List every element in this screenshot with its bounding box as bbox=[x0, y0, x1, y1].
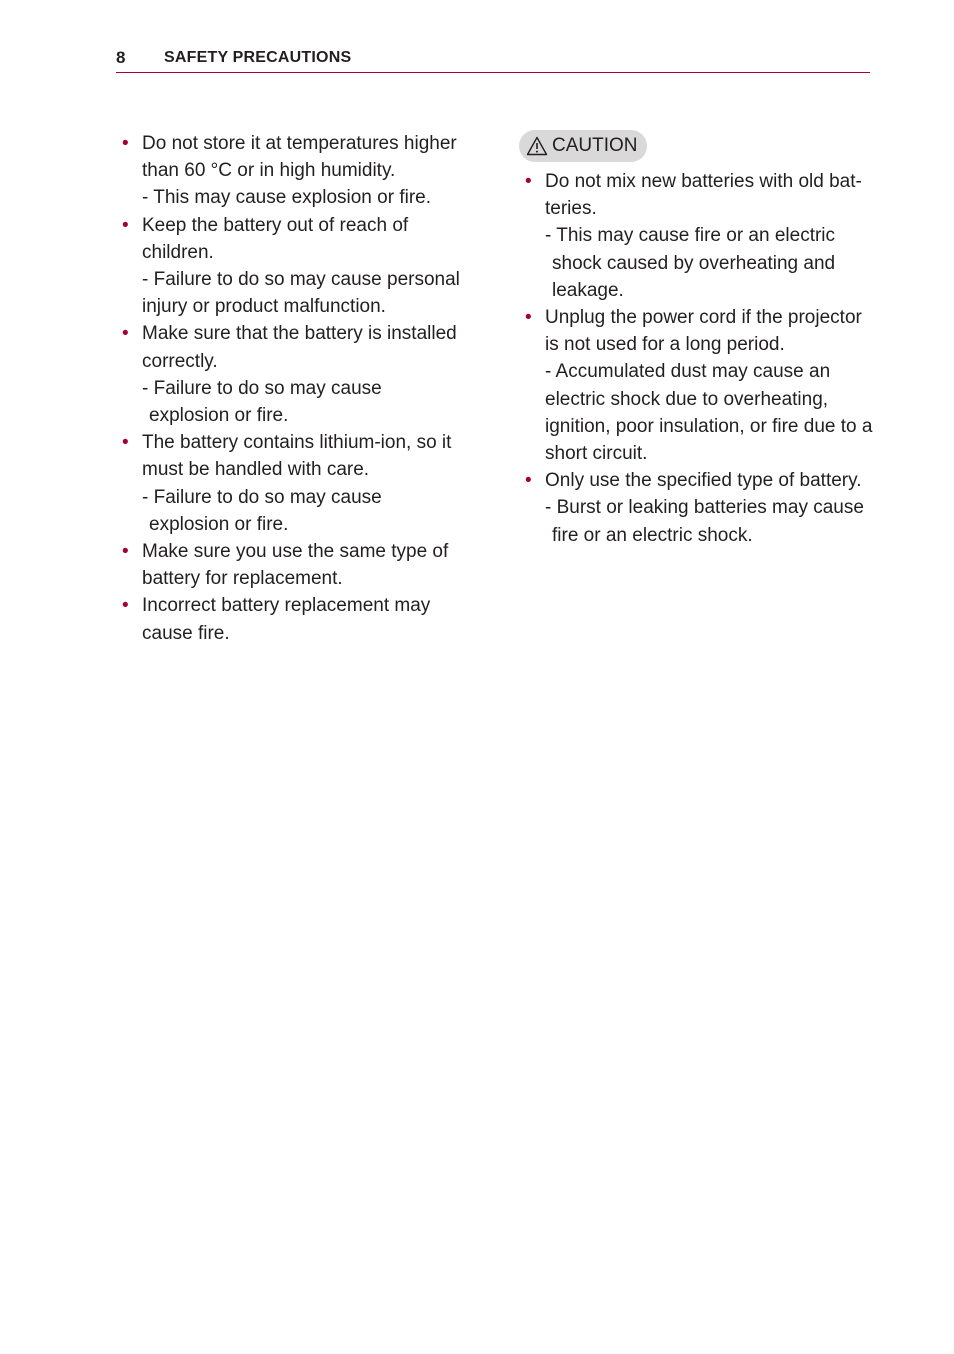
left-column bbox=[120, 130, 480, 647]
caution-list bbox=[519, 168, 879, 549]
item-text: Make sure that the battery is installed correctly. bbox=[142, 323, 457, 372]
warning-triangle-icon bbox=[526, 136, 548, 156]
bullet-icon: • bbox=[122, 323, 129, 345]
item-note: - Failure to do so may cause personal injury or product malfunction. bbox=[142, 269, 460, 318]
item-note-continued: shock caused by overheating and leakage. bbox=[552, 252, 836, 301]
item-note-continued: fire or an electric shock. bbox=[552, 524, 753, 546]
bullet-icon: • bbox=[122, 595, 129, 617]
item-note: - Failure to do so may cause bbox=[142, 377, 382, 399]
list-item bbox=[120, 130, 480, 212]
bullet-icon: • bbox=[525, 307, 532, 329]
item-note: - This may cause explosion or fire. bbox=[142, 187, 431, 209]
item-note: - This may cause fire or an electric bbox=[545, 225, 836, 247]
list-item bbox=[519, 168, 879, 304]
caution-badge bbox=[519, 130, 647, 162]
item-note: - Failure to do so may cause bbox=[142, 486, 382, 508]
item-text: Make sure you use the same type of battery for replacement. bbox=[142, 541, 449, 590]
list-item bbox=[120, 592, 480, 646]
item-note: - Accumulated dust may cause an electric shock due to overheating, ignition, poor insulation, or fire due to a short circuit. bbox=[545, 361, 873, 465]
right-column bbox=[519, 130, 879, 549]
item-text: Unplug the power cord if the projector is not used for a long period. bbox=[545, 307, 862, 356]
bullet-icon: • bbox=[525, 470, 532, 492]
list-item bbox=[519, 304, 879, 467]
section-title: SAFETY PRECAUTIONS bbox=[164, 49, 352, 66]
list-item bbox=[120, 429, 480, 538]
bullet-icon: • bbox=[122, 432, 129, 454]
item-note-continued: explosion or fire. bbox=[149, 513, 289, 535]
bullet-icon: • bbox=[122, 214, 129, 236]
item-note-continued: explosion or fire. bbox=[149, 405, 289, 427]
precaution-list bbox=[120, 130, 480, 647]
item-text: The battery contains lithium-ion, so it must be handled with care. bbox=[142, 432, 452, 481]
list-item bbox=[120, 212, 480, 321]
list-item bbox=[519, 467, 879, 549]
item-text: Do not mix new batteries with old bat-teries. bbox=[545, 171, 862, 220]
item-text: Only use the specified type of battery. bbox=[545, 470, 862, 492]
item-text: Incorrect battery replacement may cause fire. bbox=[142, 595, 431, 644]
bullet-icon: • bbox=[122, 541, 129, 563]
bullet-icon: • bbox=[525, 171, 532, 192]
bullet-icon: • bbox=[122, 133, 129, 154]
item-text: Keep the battery out of reach of children. bbox=[142, 214, 409, 263]
list-item bbox=[120, 320, 480, 429]
page-header bbox=[116, 46, 870, 73]
item-note: - Burst or leaking batteries may cause bbox=[545, 497, 864, 519]
item-text: Do not store it at temperatures higher than 60 °C or in high humidity. bbox=[142, 133, 457, 182]
caution-label: CAUTION bbox=[552, 135, 638, 156]
list-item bbox=[120, 538, 480, 592]
page-number: 8 bbox=[116, 48, 126, 67]
